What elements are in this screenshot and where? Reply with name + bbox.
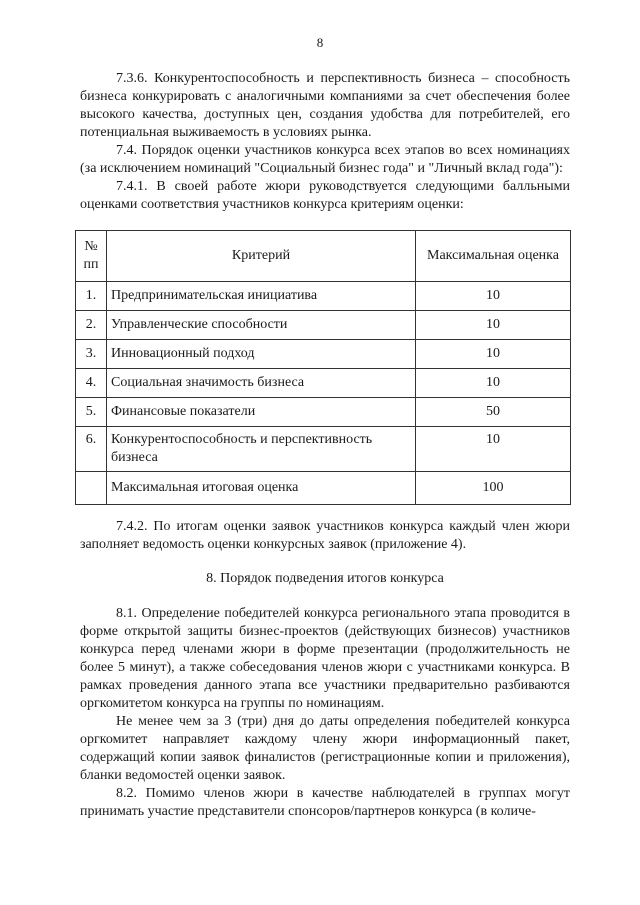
table-row (76, 398, 571, 427)
row-max-score: 50 (416, 398, 571, 427)
row-max-score: 10 (416, 427, 571, 472)
page-number: 8 (316, 35, 324, 50)
row-num: 2. (76, 311, 107, 340)
paragraph-8-2: 8.2. Помимо членов жюри в качестве наблюдателей в группах могут принимать участие представители спонсоров/партнеров конкурса (в количе- (80, 786, 570, 819)
header-num: № пп (76, 231, 107, 282)
section-heading: 8. Порядок подведения итогов конкурса (206, 571, 444, 586)
paragraph-7-4-2: 7.4.2. По итогам оценки заявок участников конкурса каждый член жюри заполняет ведомость оценки конкурсных заявок (приложение 4). (80, 519, 570, 552)
row-criterion: Конкурентоспособность и перспективность бизнеса (107, 427, 416, 472)
table-row (76, 282, 571, 311)
header-criterion: Критерий (107, 231, 416, 282)
row-criterion: Финансовые показатели (107, 398, 416, 427)
row-max-score: 10 (416, 369, 571, 398)
section-8 (80, 605, 570, 821)
row-criterion: Инновационный подход (107, 340, 416, 369)
row-num: 1. (76, 282, 107, 311)
total-value: 100 (416, 472, 571, 505)
table-row (76, 427, 571, 472)
row-num: 5. (76, 398, 107, 427)
paragraph-8-1-notice: Не менее чем за 3 (три) дня до даты определения победителей конкурса оргкомитет направляет каждому члену жюри информационный пакет, содержащий копии заявок финалистов (регистрационные копии и приложения), бланки ведомостей оценки заявок. (80, 714, 570, 783)
row-num: 6. (76, 427, 107, 472)
paragraph-7-3-6: 7.3.6. Конкурентоспособность и перспективность бизнеса – способность бизнеса конкурировать с аналогичными компаниями за счет обеспечения более высокого качества, доступных цен, создания удобства для потребителей, его потенциальная выживаемость в условиях рынка. (80, 71, 570, 140)
total-label: Максимальная итоговая оценка (107, 472, 416, 505)
total-num-empty (76, 472, 107, 505)
row-criterion: Предпринимательская инициатива (107, 282, 416, 311)
row-num: 3. (76, 340, 107, 369)
paragraph-7-4-1: 7.4.1. В своей работе жюри руководствуется следующими балльными оценками соответствия участников конкурса критериям оценки: (80, 179, 570, 212)
row-max-score: 10 (416, 340, 571, 369)
table-row (76, 369, 571, 398)
row-max-score: 10 (416, 311, 571, 340)
criteria-table (75, 230, 571, 505)
table-total-row (76, 472, 571, 505)
row-num: 4. (76, 369, 107, 398)
table-header-row (76, 231, 571, 282)
intro-section (80, 70, 570, 214)
table-row (76, 340, 571, 369)
paragraph-7-4: 7.4. Порядок оценки участников конкурса всех этапов во всех номинациях (за исключением номинаций "Социальный бизнес года" и "Личный вклад года"): (80, 143, 570, 176)
row-criterion: Социальная значимость бизнеса (107, 369, 416, 398)
row-max-score: 10 (416, 282, 571, 311)
header-max-score: Максимальная оценка (416, 231, 571, 282)
table-row (76, 311, 571, 340)
section-7-4-2 (80, 518, 570, 554)
paragraph-8-1: 8.1. Определение победителей конкурса регионального этапа проводится в форме открытой защиты бизнес-проектов (действующих бизнесов) участников конкурса перед членами жюри в форме презентации (продолжительность не более 5 минут), а также собеседования членов жюри с участниками конкурса. В рамках проведения данного этапа все участники предварительно разбиваются оргкомитетом конкурса на группы по номинациям. (80, 606, 570, 711)
row-criterion: Управленческие способности (107, 311, 416, 340)
